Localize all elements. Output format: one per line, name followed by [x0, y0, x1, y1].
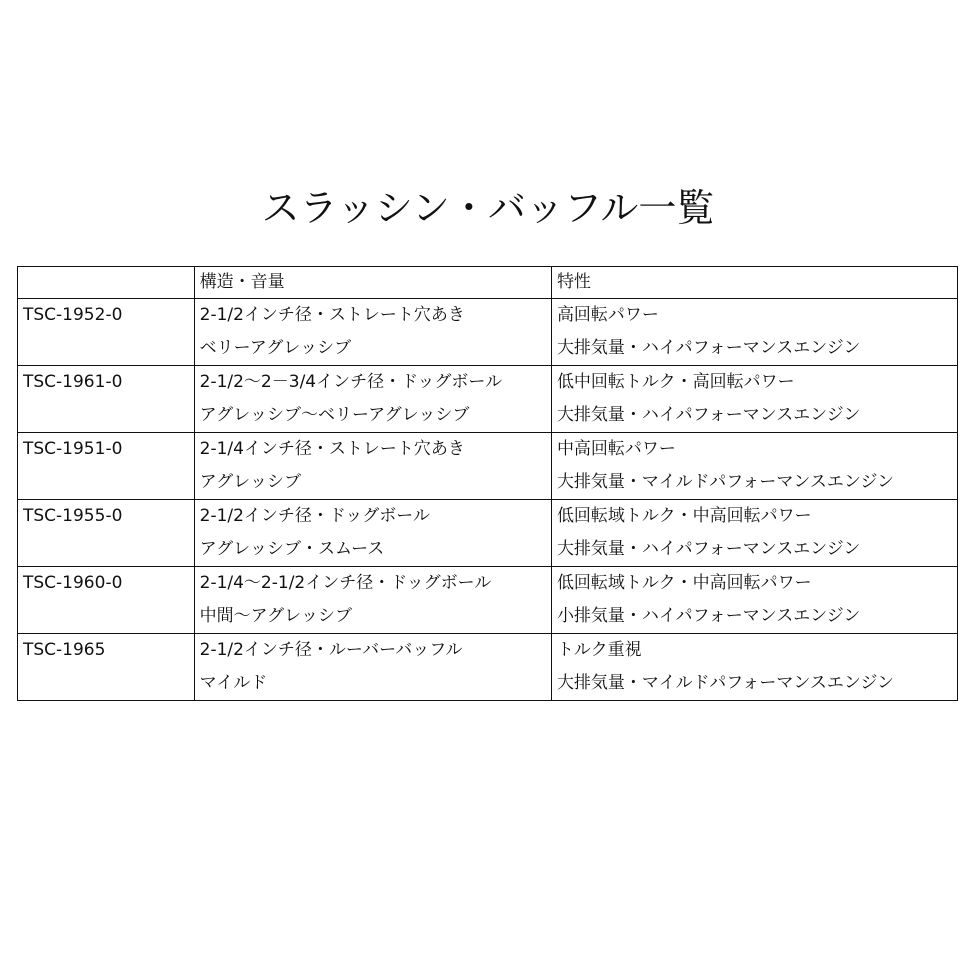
structure-cell: [194, 567, 551, 634]
structure-line: 2-1/2インチ径・ルーバーバッフル: [199, 640, 463, 660]
table-row: [18, 366, 958, 433]
structure-cell: [194, 299, 551, 366]
structure-line: 2-1/4～2-1/2インチ径・ドッグボール: [199, 573, 492, 593]
engine-line: 大排気量・ハイパフォーマンスエンジン: [556, 405, 861, 425]
power-line: 低回転域トルク・中高回転パワー: [556, 506, 812, 526]
power-line: 低回転域トルク・中高回転パワー: [556, 573, 812, 593]
table-row: [18, 299, 958, 366]
model-cell: [18, 567, 195, 634]
page-title: スラッシン・バッフル一覧: [261, 186, 715, 230]
structure-line: 2-1/2インチ径・ストレート穴あき: [199, 305, 465, 325]
structure-line: 2-1/4インチ径・ストレート穴あき: [199, 439, 465, 459]
volume-line: アグレッシブ: [199, 472, 301, 492]
structure-cell: [194, 366, 551, 433]
engine-line: 大排気量・ハイパフォーマンスエンジン: [556, 539, 861, 559]
structure-cell: [194, 500, 551, 567]
table-header-row: [18, 267, 958, 299]
volume-line: アグレッシブ～ベリーアグレッシブ: [199, 405, 470, 425]
power-line: 低中回転トルク・高回転パワー: [556, 372, 795, 392]
model-number: TSC-1951-0: [23, 439, 123, 459]
table-row: [18, 500, 958, 567]
volume-line: アグレッシブ・スムース: [199, 539, 385, 559]
power-line: トルク重視: [556, 640, 642, 660]
power-line: 高回転パワー: [556, 305, 659, 325]
model-cell: [18, 299, 195, 366]
structure-cell: [194, 433, 551, 500]
traits-cell: [551, 634, 957, 701]
table-row: [18, 433, 958, 500]
model-cell: [18, 366, 195, 433]
engine-line: 小排気量・ハイパフォーマンスエンジン: [556, 606, 861, 626]
model-cell: [18, 433, 195, 500]
traits-cell: [551, 433, 957, 500]
structure-cell: [194, 634, 551, 701]
traits-cell: [551, 299, 957, 366]
header-model: [18, 267, 195, 299]
header-characteristics: 特性: [551, 267, 957, 299]
traits-cell: [551, 500, 957, 567]
model-number: TSC-1952-0: [23, 305, 123, 325]
table-row: [18, 634, 958, 701]
table-row: [18, 567, 958, 634]
volume-line: ベリーアグレッシブ: [199, 338, 352, 358]
header-structure-volume: 構造・音量: [194, 267, 551, 299]
baffle-spec-table: [17, 266, 958, 701]
power-line: 中高回転パワー: [556, 439, 676, 459]
traits-cell: [551, 567, 957, 634]
model-number: TSC-1960-0: [23, 573, 123, 593]
model-cell: [18, 500, 195, 567]
engine-line: 大排気量・マイルドパフォーマンスエンジン: [556, 472, 895, 492]
model-cell: [18, 634, 195, 701]
volume-line: マイルド: [199, 673, 268, 693]
traits-cell: [551, 366, 957, 433]
volume-line: 中間～アグレッシブ: [199, 606, 352, 626]
structure-line: 2-1/2インチ径・ドッグボール: [199, 506, 430, 526]
structure-line: 2-1/2～2－3/4インチ径・ドッグボール: [199, 372, 503, 392]
engine-line: 大排気量・ハイパフォーマンスエンジン: [556, 338, 861, 358]
model-number: TSC-1965: [23, 640, 106, 660]
model-number: TSC-1955-0: [23, 506, 123, 526]
model-number: TSC-1961-0: [23, 372, 123, 392]
engine-line: 大排気量・マイルドパフォーマンスエンジン: [556, 673, 895, 693]
